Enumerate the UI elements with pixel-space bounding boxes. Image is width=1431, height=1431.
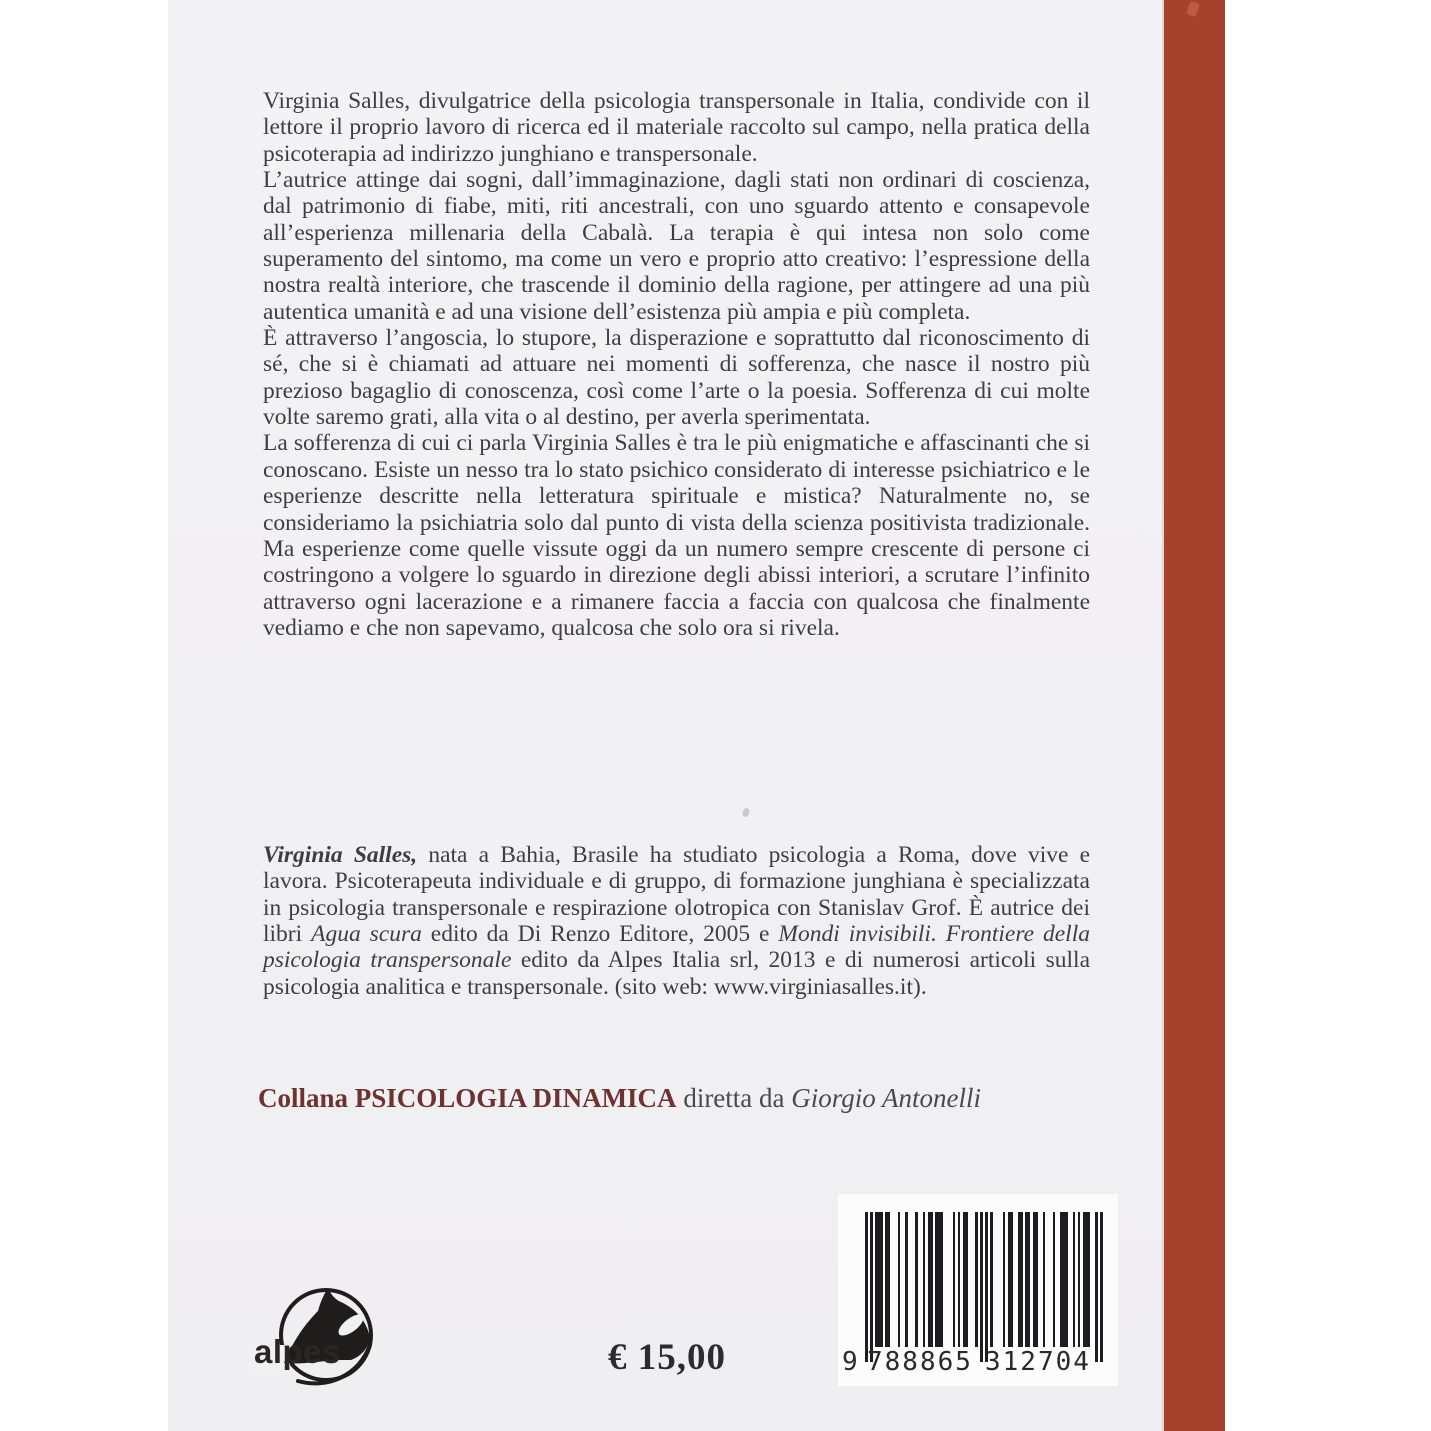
text-part: nata a Bahia, Brasile ha studiato psicologia a Roma, dove vive e lavora. Psicoterapeuta individuale e di gruppo, di formazione junghiana è specializzata in psicologia transpersonale e respirazione olotropica con Stanislav Grof. È autrice dei libri — [263, 842, 1090, 948]
synopsis-paragraph-1: Virginia Salles, divulgatrice della psicologia transpersonale in Italia, condivide con il lettore il proprio lavoro di ricerca ed il materiale raccolto sul campo, nella pratica della psicoterapia ad indirizzo junghiano e transpersonale. — [263, 88, 1090, 167]
text-part: diretta da — [676, 1083, 792, 1113]
synopsis-paragraph-2: L’autrice attinge dai sogni, dall’immaginazione, dagli stati non ordinari di coscienza, dal patrimonio di fiabe, miti, riti ancestrali, con uno sguardo attento e consapevole all’esperienza millenaria della Cabalà. La terapia è qui intesa non solo come superamento del sintomo, ma come un vero e proprio atto creativo: l’espressione della nostra realtà interiore, che trascende il dominio della ragione, per attingere ad una più autentica umanità e ad una visione dell’esistenza più ampia e più completa. — [263, 167, 1090, 325]
text-part: edito da Alpes Italia srl, 2013 e di numerosi articoli sulla psicologia analitica e transpersonale. (sito web: www.virginiasalles.it). — [263, 947, 1090, 1000]
barcode — [838, 1194, 1118, 1386]
text-part: Virginia Salles, — [263, 842, 418, 868]
spine-strip — [1162, 0, 1225, 1431]
text-part: Giorgio Antonelli — [791, 1083, 982, 1113]
text-part: Mondi invisibili. Frontiere della psicologia transpersonale — [263, 921, 1090, 974]
price-label: € 15,00 — [608, 1337, 726, 1378]
author-bio — [263, 842, 1090, 1000]
cover-page — [168, 0, 1225, 1431]
synopsis-paragraph-3: È attraverso l’angoscia, lo stupore, la disperazione e soprattutto dal riconoscimento di sé, che si è chiamati ad attuare nei momenti di sofferenza, che nasce il nostro più prezioso bagaglio di conoscenza, così come l’arte o la poesia. Sofferenza di cui molte volte saremo grati, alla vita o al destino, per averla sperimentata. — [263, 325, 1090, 431]
series-line — [258, 1082, 1178, 1114]
barcode-digits-group2: 312704 — [985, 1347, 1091, 1377]
publisher-name: alpes — [254, 1333, 341, 1370]
barcode-digit-left: 9 — [842, 1347, 860, 1377]
text-part: Collana PSICOLOGIA DINAMICA — [258, 1083, 677, 1113]
barcode-digits-group1: 788865 — [867, 1347, 973, 1377]
photo-speck — [742, 807, 750, 817]
alpes-publisher-logo — [248, 1283, 380, 1397]
text-part: edito da Di Renzo Editore, 2005 e — [421, 921, 779, 948]
synopsis-paragraph-4: La sofferenza di cui ci parla Virginia Salles è tra le più enigmatiche e affascinanti che si conoscano. Esiste un nesso tra lo stato psichico considerato di interesse psichiatrico e le esperienze descritte nella letteratura spirituale e mistica? Naturalmente no, se consideriamo la psichiatria solo dal punto di vista della scienza positivista tradizionale. Ma esperienze come quelle vissute oggi da un numero sempre crescente di persone ci costringono a volgere lo sguardo in direzione degli abissi interiori, a scrutare l’infinito attraverso ogni lacerazione e a rimanere faccia a faccia con qualcosa che finalmente vediamo e che non sapevamo, qualcosa che solo ora si rivela. — [263, 430, 1090, 641]
spine-scratch — [1186, 1, 1201, 18]
synopsis-text — [263, 88, 1090, 641]
barcode-bars — [865, 1212, 1103, 1362]
text-part: Agua scura — [311, 921, 422, 948]
